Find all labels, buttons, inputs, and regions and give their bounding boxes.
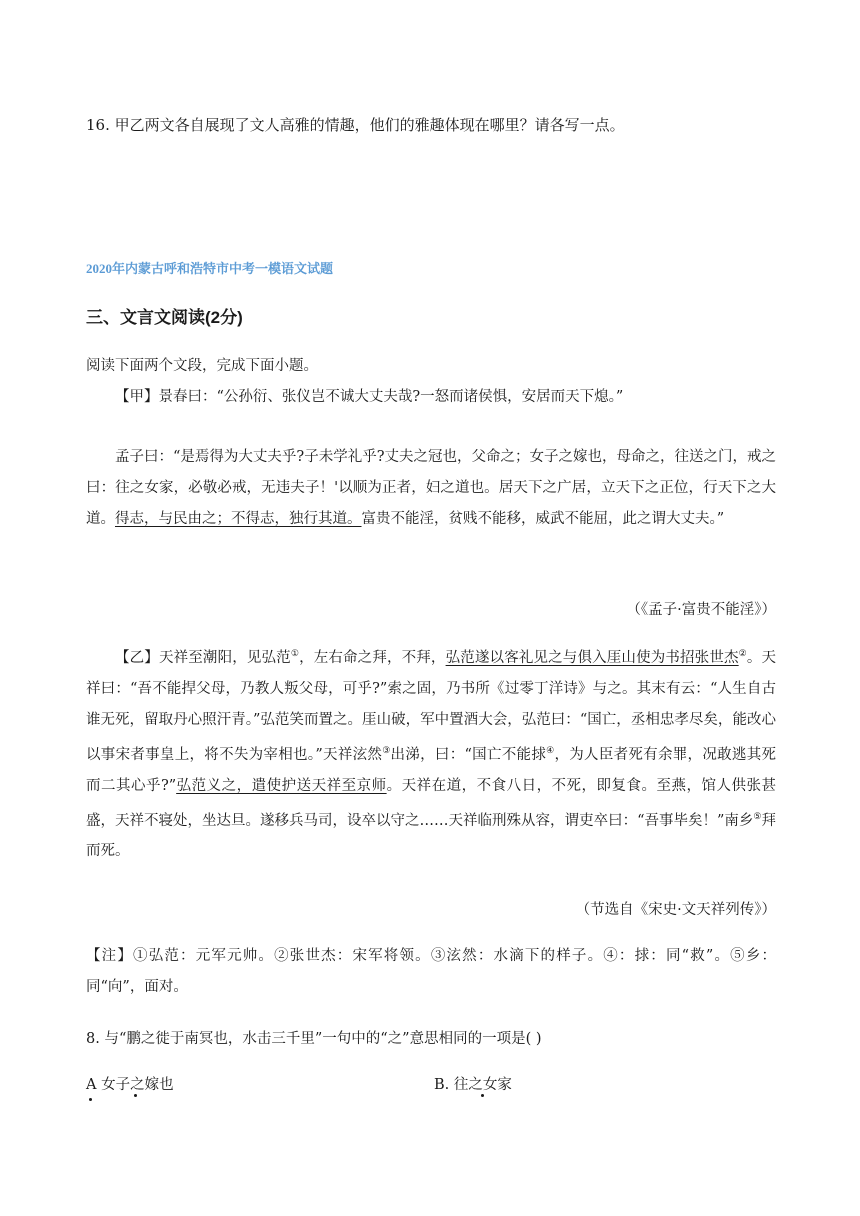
emphasis-dot-a xyxy=(89,1098,92,1101)
footnote-marker-2: ② xyxy=(738,649,747,659)
yi-text-7: 拜而死。 xyxy=(86,812,776,860)
yi-underlined-sentence-2: 弘范义之，遣使护送天祥至京师 xyxy=(176,777,387,794)
yi-text-6: 。天祥在道，不食八日，不死，即复食。至燕，馆人供张甚盛，天祥不寝处，坐达旦。遂移兵马司，设卒以守之……天祥临刑殊从容，谓吏卒曰：“吾事毕矣！”南乡 xyxy=(86,777,777,829)
yi-text-2: ，左右命之拜，不拜， xyxy=(299,649,446,666)
yi-text-5: ，为人臣者死有余罪，况敢逃其死而二其心乎?” xyxy=(86,746,776,794)
emphasis-dot-b-char xyxy=(481,1094,484,1097)
yi-text-3: 。天祥曰：“吾不能捍父母，乃教人叛父母，可乎?”索之固，乃书所《过零丁洋诗》与之。其末有云：“人生自古谁无死，留取丹心照汗青。”弘范笑而置之。厓山破，军中置酒大会，弘范曰：“国亡，丞相忠孝尽矣，能改心以事宋者事皇上，将不失为宰相也。”天祥泫然 xyxy=(86,649,777,763)
yi-text-4: 出涕，曰：“国亡不能捄 xyxy=(390,746,547,763)
passage-jia-paragraph-2 xyxy=(86,442,776,535)
passage-yi xyxy=(86,639,776,867)
mengzi-text-1: 孟子曰：“是焉得为大丈夫乎?子未学礼乎?丈夫之冠也，父命之；女子之嫁也，母命之，往送之门，戒之曰：往之女家，必敬必戒，无违夫子！'以顺为正者，妇之道也。居天下之广居，立天下之正位，行天下之大道。 xyxy=(86,449,776,527)
exam-source-heading: 2020年内蒙古呼和浩特市中考一模语文试题 xyxy=(86,261,334,276)
footnote-marker-1: ① xyxy=(290,649,300,659)
section-title: 三、文言文阅读(2分) xyxy=(86,308,243,327)
passage-jia-paragraph-1 xyxy=(86,382,776,413)
yi-text-1: 【乙】天祥至潮阳，见弘范 xyxy=(115,649,291,666)
passage-jia-text: 【甲】景春曰：“公孙衍、张仪岂不诚大丈夫哉?一怒而诸侯惧，安居而天下熄。” xyxy=(115,389,624,405)
question-16: 16. 甲乙两文各自展现了文人高雅的情趣，他们的雅趣体现在哪里？请各写一点。 xyxy=(86,116,625,134)
source-citation-jia: （《孟子·富贵不能淫》） xyxy=(626,602,776,618)
yi-underlined-sentence-1: 弘范遂以客礼见之与俱入厓山使为书招张世杰 xyxy=(445,649,739,666)
annotation-notes: 【注】①弘范：元军元帅。②张世杰：宋军将领。③泫然：水滴下的样子。④：捄：同“救”。⑤乡：同“向”，面对。 xyxy=(86,948,776,995)
question-8: 8. 与“鹏之徙于南冥也，水击三千里”一句中的“之”意思相同的一项是( ) xyxy=(86,1031,542,1047)
footnote-marker-4: ④ xyxy=(546,745,555,756)
option-b: B. 往之女家 xyxy=(434,1077,512,1093)
source-citation-yi: （节选自《宋史·文天祥列传》） xyxy=(575,902,776,918)
reading-instruction: 阅读下面两个文段，完成下面小题。 xyxy=(86,358,318,374)
footnote-marker-3: ③ xyxy=(382,745,391,756)
footnote-marker-5: ⑤ xyxy=(753,811,762,822)
mengzi-underlined-sentence: 得志，与民由之；不得志，独行其道。 xyxy=(115,511,362,527)
emphasis-dot-a-char xyxy=(134,1094,137,1097)
mengzi-text-2: 富贵不能淫，贫贱不能移，威武不能屈，此之谓大丈夫。” xyxy=(361,511,725,527)
option-a: A 女子之嫁也 xyxy=(86,1077,174,1093)
